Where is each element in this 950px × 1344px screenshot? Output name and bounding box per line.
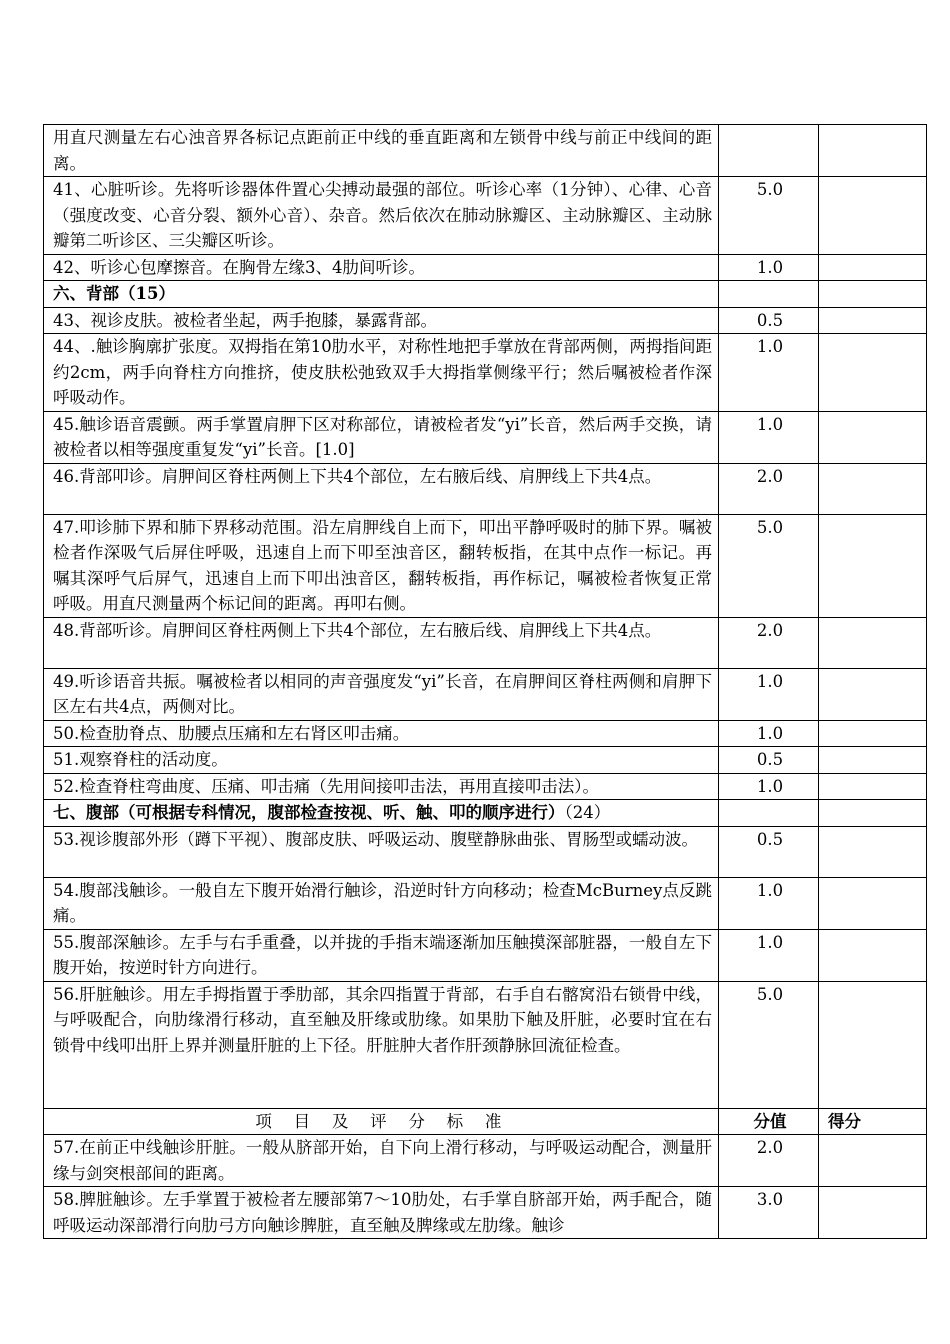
table-row bbox=[44, 877, 927, 929]
score-got bbox=[819, 1187, 927, 1239]
score-value: 2.0 bbox=[719, 1135, 819, 1187]
score-value: 1.0 bbox=[719, 773, 819, 800]
header-row bbox=[44, 1108, 927, 1135]
table-row bbox=[44, 747, 927, 774]
table-row bbox=[44, 1135, 927, 1187]
section-heading: 六、背部（15） bbox=[44, 281, 719, 308]
table-row bbox=[44, 177, 927, 255]
score-got bbox=[819, 668, 927, 720]
item-text: 50.检查肋脊点、肋腰点压痛和左右肾区叩击痛。 bbox=[44, 720, 719, 747]
item-text: 51.观察脊柱的活动度。 bbox=[44, 747, 719, 774]
item-text: 43、视诊皮肤。被检者坐起，两手抱膝，暴露背部。 bbox=[44, 307, 719, 334]
table-row bbox=[44, 773, 927, 800]
section-points: （24） bbox=[564, 803, 611, 822]
column-header-score: 分值 bbox=[719, 1108, 819, 1135]
table-row bbox=[44, 514, 927, 617]
score-value bbox=[719, 125, 819, 177]
item-text: 44、.触诊胸廓扩张度。双拇指在第10肋水平，对称性地把手掌放在背部两侧，两拇指间距约2cm，两手向脊柱方向推挤，使皮肤松弛致双手大拇指掌侧缘平行；然后嘱被检者作深呼吸动作。 bbox=[44, 334, 719, 412]
score-got bbox=[819, 720, 927, 747]
item-text: 42、听诊心包摩擦音。在胸骨左缘3、4肋间听诊。 bbox=[44, 254, 719, 281]
score-value: 2.0 bbox=[719, 463, 819, 514]
section-row bbox=[44, 800, 927, 827]
table-row bbox=[44, 668, 927, 720]
score-value: 1.0 bbox=[719, 877, 819, 929]
item-text: 57.在前正中线触诊肝脏。一般从脐部开始，自下向上滑行移动，与呼吸运动配合，测量肝缘与剑突根部间的距离。 bbox=[44, 1135, 719, 1187]
item-text: 41、心脏听诊。先将听诊器体件置心尖搏动最强的部位。听诊心率（1分钟）、心律、心音（强度改变、心音分裂、额外心音）、杂音。然后依次在肺动脉瓣区、主动脉瓣区、主动脉瓣第二听诊区、三尖瓣区听诊。 bbox=[44, 177, 719, 255]
score-value: 0.5 bbox=[719, 826, 819, 877]
item-text: 45.触诊语音震颤。两手掌置肩胛下区对称部位，请被检者发“yi”长音，然后两手交换，请被检者以相等强度重复发“yi”长音。[1.0] bbox=[44, 411, 719, 463]
scoring-table bbox=[43, 124, 927, 1239]
score-got bbox=[819, 773, 927, 800]
item-text: 47.叩诊肺下界和肺下界移动范围。沿左肩胛线自上而下，叩出平静呼吸时的肺下界。嘱被检者作深吸气后屏住呼吸，迅速自上而下叩至浊音区，翻转板指，在其中点作一标记。再嘱其深呼气后屏气，迅速自上而下叩出浊音区，翻转板指，再作标记，嘱被检者恢复正常呼吸。用直尺测量两个标记间的距离。再叩右侧。 bbox=[44, 514, 719, 617]
score-value: 5.0 bbox=[719, 981, 819, 1108]
table-row bbox=[44, 463, 927, 514]
score-got bbox=[819, 411, 927, 463]
table-row bbox=[44, 617, 927, 668]
score-got bbox=[819, 514, 927, 617]
table-row bbox=[44, 826, 927, 877]
item-text: 48.背部听诊。肩胛间区脊柱两侧上下共4个部位，左右腋后线、肩胛线上下共4点。 bbox=[44, 617, 719, 668]
score-got bbox=[819, 981, 927, 1108]
score-got bbox=[819, 800, 927, 827]
score-got bbox=[819, 334, 927, 412]
table-row bbox=[44, 334, 927, 412]
table-row bbox=[44, 307, 927, 334]
score-value: 3.0 bbox=[719, 1187, 819, 1239]
table-row bbox=[44, 1187, 927, 1239]
table-row bbox=[44, 125, 927, 177]
score-got bbox=[819, 1135, 927, 1187]
score-got bbox=[819, 463, 927, 514]
section-heading: 七、腹部（可根据专科情况，腹部检查按视、听、触、叩的顺序进行） bbox=[53, 803, 565, 822]
score-value: 2.0 bbox=[719, 617, 819, 668]
item-text: 56.肝脏触诊。用左手拇指置于季肋部，其余四指置于背部，右手自右髂窝沿右锁骨中线，与呼吸配合，向肋缘滑行移动，直至触及肝缘或肋缘。如果肋下触及肝脏，必要时宜在右锁骨中线叩出肝上界并测量肝脏的上下径。肝脏肿大者作肝颈静脉回流征检查。 bbox=[44, 981, 719, 1108]
score-value: 0.5 bbox=[719, 307, 819, 334]
score-value: 1.0 bbox=[719, 668, 819, 720]
table-row bbox=[44, 254, 927, 281]
item-text: 49.听诊语音共振。嘱被检者以相同的声音强度发“yi”长音，在肩胛间区脊柱两侧和肩胛下区左右共4点，两侧对比。 bbox=[44, 668, 719, 720]
score-value: 0.5 bbox=[719, 747, 819, 774]
score-value: 1.0 bbox=[719, 334, 819, 412]
section-heading-cell bbox=[44, 800, 719, 827]
score-value bbox=[719, 800, 819, 827]
score-got bbox=[819, 929, 927, 981]
score-got bbox=[819, 877, 927, 929]
score-value: 5.0 bbox=[719, 177, 819, 255]
table-row bbox=[44, 411, 927, 463]
score-value bbox=[719, 281, 819, 308]
item-text: 55.腹部深触诊。左手与右手重叠，以并拢的手指末端逐渐加压触摸深部脏器，一般自左下腹开始，按逆时针方向进行。 bbox=[44, 929, 719, 981]
column-header-got: 得分 bbox=[819, 1108, 927, 1135]
column-header-item: 项 目 及 评 分 标 准 bbox=[44, 1108, 719, 1135]
score-value: 1.0 bbox=[719, 929, 819, 981]
score-got bbox=[819, 617, 927, 668]
score-got bbox=[819, 281, 927, 308]
item-text: 用直尺测量左右心浊音界各标记点距前正中线的垂直距离和左锁骨中线与前正中线间的距离。 bbox=[44, 125, 719, 177]
score-got bbox=[819, 254, 927, 281]
section-row bbox=[44, 281, 927, 308]
score-value: 5.0 bbox=[719, 514, 819, 617]
score-got bbox=[819, 307, 927, 334]
item-text: 46.背部叩诊。肩胛间区脊柱两侧上下共4个部位，左右腋后线、肩胛线上下共4点。 bbox=[44, 463, 719, 514]
score-value: 1.0 bbox=[719, 720, 819, 747]
table-row bbox=[44, 981, 927, 1108]
item-text: 52.检查脊柱弯曲度、压痛、叩击痛（先用间接叩击法，再用直接叩击法）。 bbox=[44, 773, 719, 800]
score-got bbox=[819, 125, 927, 177]
score-got bbox=[819, 747, 927, 774]
table-row bbox=[44, 720, 927, 747]
item-text: 54.腹部浅触诊。一般自左下腹开始滑行触诊，沿逆时针方向移动；检查McBurney点反跳痛。 bbox=[44, 877, 719, 929]
score-got bbox=[819, 177, 927, 255]
score-value: 1.0 bbox=[719, 254, 819, 281]
table-row bbox=[44, 929, 927, 981]
item-text: 53.视诊腹部外形（蹲下平视）、腹部皮肤、呼吸运动、腹壁静脉曲张、胃肠型或蠕动波。 bbox=[44, 826, 719, 877]
score-value: 1.0 bbox=[719, 411, 819, 463]
score-got bbox=[819, 826, 927, 877]
item-text: 58.脾脏触诊。左手掌置于被检者左腰部第7～10肋处，右手掌自脐部开始，两手配合，随呼吸运动深部滑行向肋弓方向触诊脾脏，直至触及脾缘或左肋缘。触诊 bbox=[44, 1187, 719, 1239]
